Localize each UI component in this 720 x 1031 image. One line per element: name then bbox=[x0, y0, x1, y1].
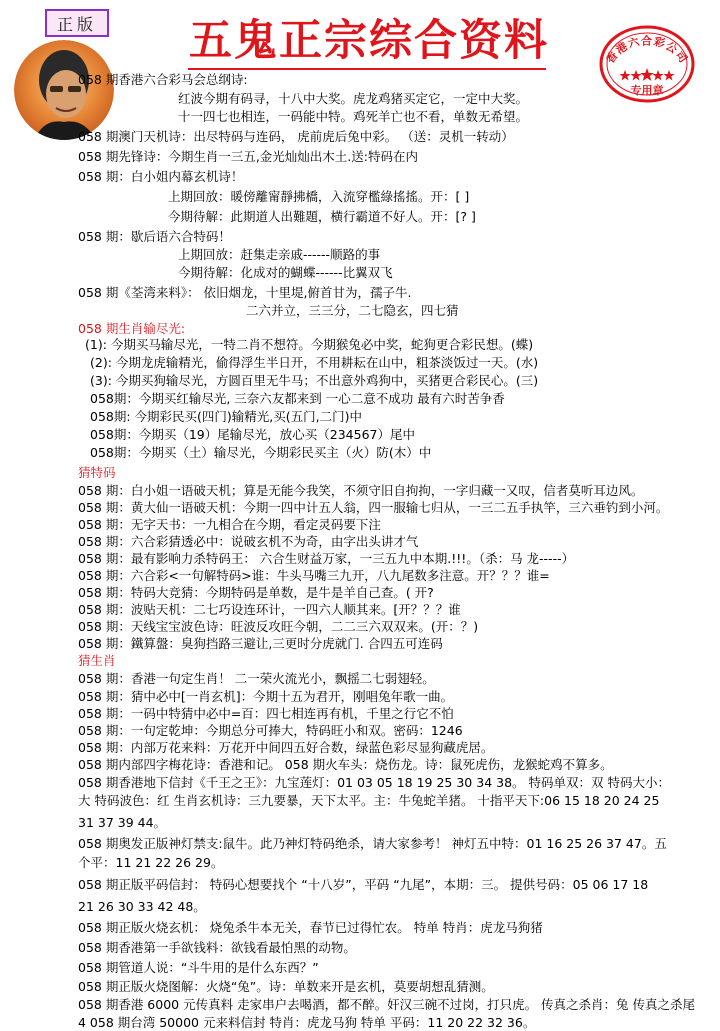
text-line: 058 期香港 6000 元传真料 走家串户去喝酒，都不醉。奸汉三碗不过岗，打只虎。 传真之杀肖：兔 传真之杀尾 bbox=[78, 997, 696, 1012]
text-line: 058 期香港六合彩马会总纲诗: bbox=[78, 72, 248, 87]
text-line: 058 期管道人说：“斗牛用的是什么东西？” bbox=[78, 960, 319, 975]
text-line: 058 期：波贴天机：二七巧设连环计，一四六人顺其来。[开？？？谁 bbox=[78, 602, 461, 617]
seal-bottom-text: 专用章 bbox=[630, 84, 664, 97]
text-line: 058 期：歇后语六合特码！ bbox=[78, 229, 231, 244]
text-line: 058 期：无字天书：一九相合在今期，看定灵码要下注 bbox=[78, 517, 381, 532]
section-heading: 猜特码 bbox=[78, 465, 116, 480]
text-line: 红波今期有码寻，十八中大奖。虎龙鸡猪买定它，一定中大奖。 bbox=[178, 91, 529, 106]
text-line: 058期：今期买（土）输尽光，今期彩民买主（火）防(木）中 bbox=[90, 445, 432, 460]
text-line: 058 期：天线宝宝波色诗：旺波反攻旺今朝，二二三六双双来。(开：？) bbox=[78, 619, 479, 634]
text-line: 上期回放：赶集走亲戚------顺路的事 bbox=[178, 247, 381, 262]
text-line: 058 期：鐵算盤：臭狗挡路三避让,三更时分虎就门. 合四五可连码 bbox=[78, 636, 443, 651]
text-line: 058 期正版平码信封： 特码心想要找个 “十八岁”，平码 “九尾”，本期：三。 提供号码：05 06 17 18 bbox=[78, 877, 649, 892]
text-line: 058 期正版火烧玄机： 烧兔杀牛本无关，春节已过得忙农。 特单 特肖：虎龙马狗猪 bbox=[78, 920, 543, 935]
article-body bbox=[0, 71, 720, 1030]
text-line: 个平：11 21 22 26 29。 bbox=[78, 855, 224, 870]
section-heading: 猜生肖 bbox=[78, 653, 116, 668]
text-line: 058 期奥发正版神灯禁支:鼠牛。此乃神灯特码绝杀，请大家参考！ 神灯五中特：01 16 25 26 37 47。五 bbox=[78, 836, 667, 851]
text-line: 058 期：特码大竞猜：今期特码是单数，是牛是羊自己查。( 开? bbox=[78, 585, 434, 600]
text-line: 058 期香港第一手欲钱料：欲钱看最怕黑的动物。 bbox=[78, 940, 356, 955]
text-line: 058 期正版火烧图解：火烧“兔”。诗：单数来开是玄机，莫要胡想乱猜测。 bbox=[78, 979, 494, 994]
text-line: 058 期：黄大仙一语破天机：今期一四中计五人翁，四一服输七归从，一三二五手执竿，三六垂钓到小河。 bbox=[78, 500, 669, 515]
text-line: 今期待解：化成对的蝴蝶------比翼双飞 bbox=[178, 265, 393, 280]
text-line: 058期：今期买（19）尾输尽光，放心买（234567）尾中 bbox=[90, 427, 415, 442]
text-line: 058 期：香港一句定生肖！ 二一荣火流光小，飘摇二七弱翅轻。 bbox=[78, 671, 435, 686]
text-line: 058 期：内部万花来料：万花开中间四五好合数，绿蓝色彩尽显狗藏虎居。 bbox=[78, 740, 494, 755]
text-line: 大 特码波色：红 生肖玄机诗：三九要暴，天下太平。主：牛兔蛇羊猪。 十指平天下:06 15 18 20 24 25 bbox=[78, 793, 660, 808]
text-line: (1): 今期买马输尽光，一特二肖不想符。今期猴兔必中奖，蛇狗更合彩民想。(蝶) bbox=[85, 337, 534, 352]
text-line: 058 期：一句定乾坤：今期总分可捧大，特码旺小和双。密码：1246 bbox=[78, 723, 463, 738]
text-line: 058 期：白小姐内幕玄机诗！ bbox=[78, 169, 244, 184]
text-line: 058 期：六合彩猜透必中：说破玄机不为奇，由字出头讲才气 bbox=[78, 534, 419, 549]
text-line: 058 期：六合彩<一句解特码>谁：牛头马嘴三九开，八九尾数多注意。开？？？谁= bbox=[78, 568, 550, 583]
text-line: 十一四七也相连，一码能中特。鸡死羊亡也不看，单数无希望。 bbox=[178, 109, 529, 124]
text-line: 058 期《荃湾来料》： 依旧烟龙，十里堤,俯首甘为，孺子牛. bbox=[78, 285, 412, 300]
title-underline bbox=[188, 68, 546, 70]
section-heading: 058 期生肖输尽光: bbox=[78, 321, 186, 336]
text-line: 21 26 30 33 42 48。 bbox=[78, 899, 206, 914]
text-line: 058期: 今期彩民买(四门)输精光,买(五门,二门)中 bbox=[90, 409, 362, 424]
edition-badge: 正版 bbox=[45, 9, 109, 37]
text-line: 058 期：白小姐一语破天机；算是无能今我笑，不须守旧自拘拘，一字归藏一又叹，信者莫听耳边风。 bbox=[78, 483, 644, 498]
text-line: 上期回放：暖傍離甯靜拂橋，入流穿檻綠搖搖。开：[ ] bbox=[168, 189, 470, 204]
text-line: 058 期：最有影响力杀特码王： 六合生财益万家，一三五九中本期.!!!。（杀：马 龙-----） bbox=[78, 551, 575, 566]
text-line: 058 期：猜中必中[一肖玄机]：今期十五为君开，刚唱兔年歌一曲。 bbox=[78, 689, 454, 704]
seal-top-text: 香港六合彩公司 bbox=[603, 34, 691, 66]
text-line: 058 期先锋诗：今期生肖一三五,金光灿灿出木土.送:特码在内 bbox=[78, 149, 418, 164]
text-line: 058 期内部四字梅花诗：香港和记。 058 期火车头：烧伤龙。诗：鼠死虎伤，龙猴蛇鸡不算多。 bbox=[78, 757, 613, 772]
text-line: 058 期：一码中特猜中必中=百：四七相连再有机，千里之行它不怕 bbox=[78, 706, 454, 721]
text-line: 058期：今期买红输尽光, 三奈六友都来到 一心二意不成功 最有六时苦争香 bbox=[90, 391, 505, 406]
text-line: 058 期澳门天机诗：出尽特码与连码， 虎前虎后兔中彩。 （送：灵机一转动） bbox=[78, 129, 514, 144]
text-line: (2): 今期龙虎输精光，偷得浮生半日开，不用耕耘在山中，粗茶淡饭过一天。(水) bbox=[90, 355, 539, 370]
text-line: (3): 今期买狗输尽光，方圆百里无牛马；不出意外鸡狗中，买猪更合彩民心。(三) bbox=[90, 373, 539, 388]
text-line: 今期待解：此期道人出難題，横行霸道不好人。开：[? ] bbox=[168, 209, 476, 224]
text-line: 058 期香港地下信封《千王之王》：九宝莲灯：01 03 05 18 19 25 30 34 38。 特码单双：双 特码大小： bbox=[78, 775, 670, 790]
text-line: 二六并立，三三分，二七隐玄，四七猜 bbox=[246, 303, 459, 318]
text-line: 4 058 期台湾 50000 元来料信封 特肖：虎龙马狗 特单 平码：11 20 22 32 36。 bbox=[78, 1015, 536, 1030]
text-line: 31 37 39 44。 bbox=[78, 815, 167, 830]
page-title: 五鬼正宗综合资料 bbox=[189, 16, 549, 66]
